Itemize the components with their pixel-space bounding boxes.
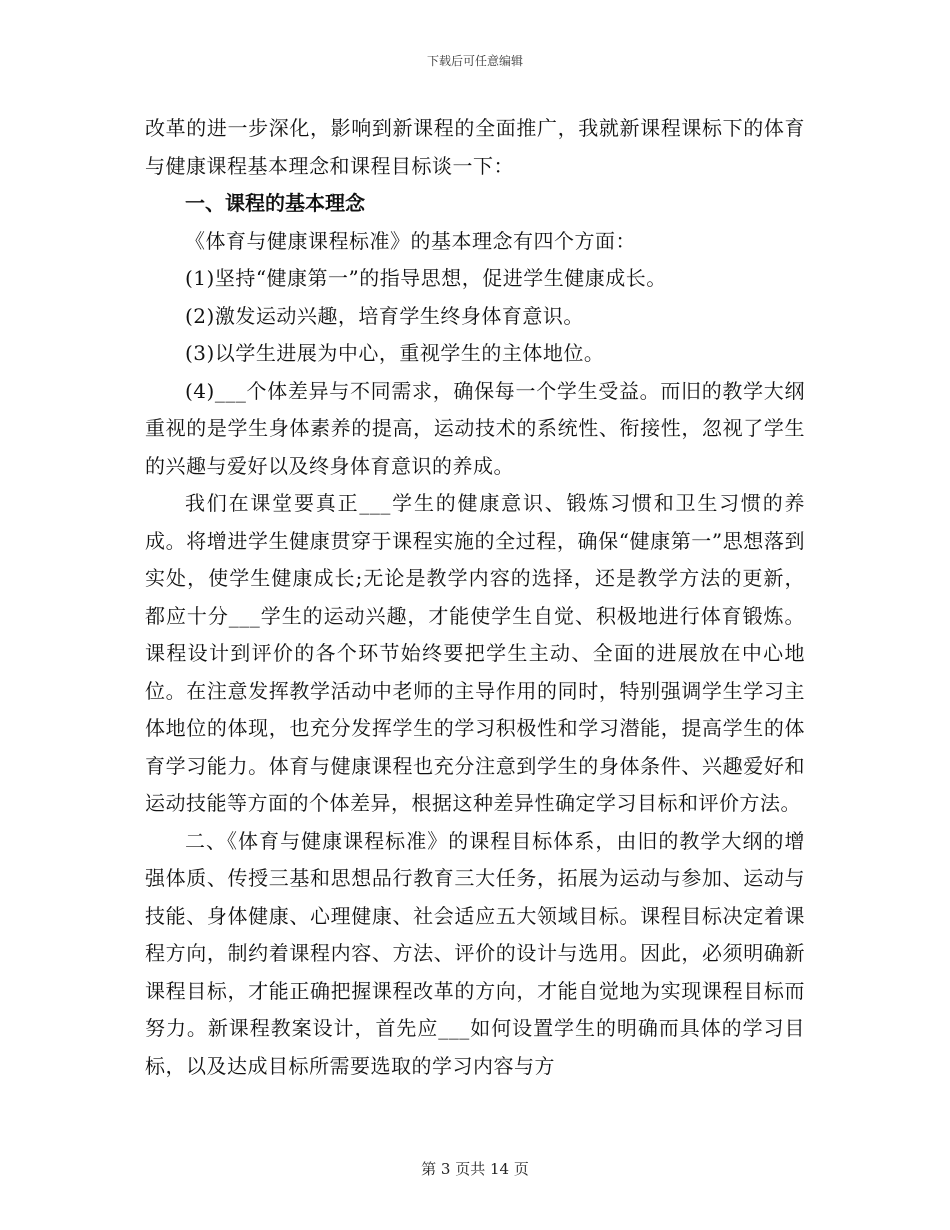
list-item-4: (4)___个体差异与不同需求，确保每一个学生受益。而旧的教学大纲重视的是学生身体素养的提高，运动技术的系统性、衔接性，忽视了学生的兴趣与爱好以及终身体育意识的养成。 [145,378,805,478]
page-header: 下载后可任意编辑 [426,54,523,68]
paragraph-continued: 改革的进一步深化，影响到新课程的全面推广，我就新课程课标下的体育与健康课程基本理念和课程目标谈一下： [145,116,805,178]
paragraph-intro: 《体育与健康课程标准》的基本理念有四个方面： [185,228,636,253]
list-item-1: (1)坚持“健康第一”的指导思想，促进学生健康成长。 [185,266,667,290]
section-heading-1: 一、课程的基本理念 [185,191,365,215]
paragraph-body: 我们在课堂要真正___学生的健康意识、锻炼习惯和卫生习惯的养成。将增进学生健康贯穿于课程实施的全过程，确保“健康第一”思想落到实处，使学生健康成长;无论是教学内容的选择，还是教学方法的更新，都应十分___学生的运动兴趣，才能使学生自觉、积极地进行体育锻炼。课程设计到评价的各个环节始终要把学生主动、全面的进展放在中心地位。在注意发挥教学活动中老师的主导作用的同时，特别强调学生学习主体地位的体现，也充分发挥学生的学习积极性和学习潜能，提高学生的体育学习能力。体育与健康课程也充分注意到学生的身体条件、兴趣爱好和运动技能等方面的个体差异，根据这种差异性确定学习目标和评价方法。 [145,491,805,815]
paragraph-section-2: 二、《体育与健康课程标准》的课程目标体系，由旧的教学大纲的增强体质、传授三基和思想品行教育三大任务，拓展为运动与参加、运动与技能、身体健康、心理健康、社会适应五大领域目标。课程目标决定着课程方向，制约着课程内容、方法、评价的设计与选用。因此，必须明确新课程目标，才能正确把握课程改革的方向，才能自觉地为实现课程目标而努力。新课程教案设计，首先应___如何设置学生的明确而具体的学习目标，以及达成目标所需要选取的学习内容与方 [145,828,805,1078]
document-body [145,110,805,1085]
list-item-3: (3)以学生进展为中心，重视学生的主体地位。 [185,341,605,365]
page-number: 第 3 页共 14 页 [421,1160,529,1178]
list-item-2: (2)激发运动兴趣，培育学生终身体育意识。 [185,303,584,328]
